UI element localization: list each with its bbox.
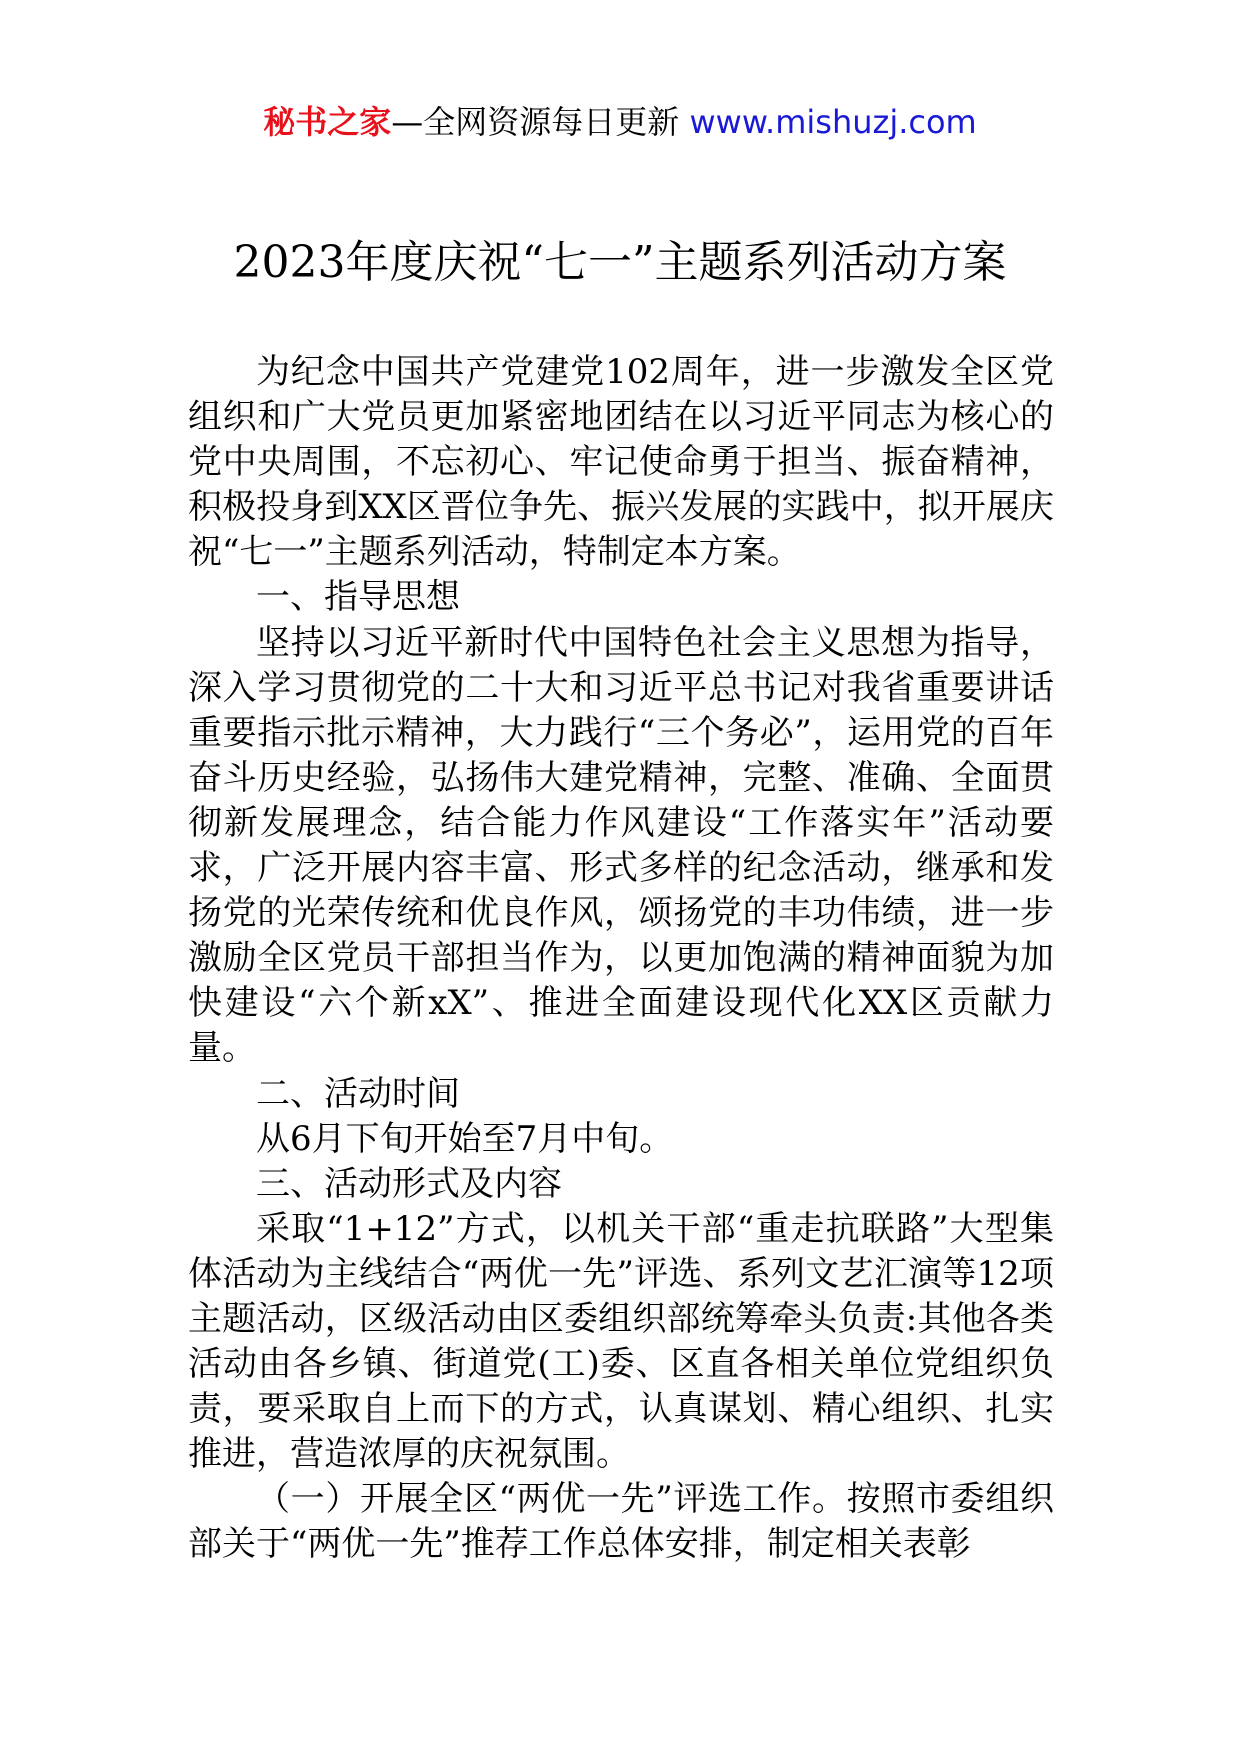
activity-form-paragraph: 采取“1+12”方式，以机关干部“重走抗联路”大型集体活动为主线结合“两优一先”评选、系列文艺汇演等12项主题活动，区级活动由区委组织部统筹牵头负责:其他各类活动由各乡镇、街道党(工)委、区直各相关单位党组织负责，要采取自上而下的方式，认真谋划、精心组织、扎实推进，营造浓厚的庆祝氛围。 [188, 1208, 1054, 1475]
site-url-link[interactable]: www.mishuzj.com [689, 103, 977, 141]
document-title: 2023年度庆祝“七一”主题系列活动方案 [233, 237, 1007, 288]
site-banner [0, 100, 1240, 144]
section-heading-activity-time: 二、活动时间 [256, 1073, 460, 1114]
subsection-one-paragraph: （一）开展全区“两优一先”评选工作。按照市委组织部关于“两优一先”推荐工作总体安排，制定相关表彰 [188, 1479, 1054, 1565]
section-heading-guiding-ideology: 一、指导思想 [256, 577, 460, 618]
banner-slogan: —全网资源每日更新 [391, 103, 680, 141]
guiding-ideology-paragraph: 坚持以习近平新时代中国特色社会主义思想为指导，深入学习贯彻党的二十大和习近平总书记对我省重要讲话重要指示批示精神，大力践行“三个务必”，运用党的百年奋斗历史经验，弘扬伟大建党精神，完整、准确、全面贯彻新发展理念，结合能力作风建设“工作落实年”活动要求，广泛开展内容丰富、形式多样的纪念活动，继承和发扬党的光荣传统和优良作风，颂扬党的丰功伟绩，进一步激励全区党员干部担当作为，以更加饱满的精神面貌为加快建设“六个新xX”、推进全面建设现代化XX区贡献力量。 [188, 622, 1054, 1069]
document-body [188, 350, 1054, 1568]
activity-time-paragraph: 从6月下旬开始至7月中旬。 [256, 1118, 674, 1159]
section-heading-activity-form: 三、活动形式及内容 [256, 1163, 562, 1204]
intro-paragraph: 为纪念中国共产党建党102周年，进一步激发全区党组织和广大党员更加紧密地团结在以习近平同志为核心的党中央周围，不忘初心、牢记使命勇于担当、振奋精神，积极投身到XX区晋位争先、振兴发展的实践中，拟开展庆祝“七一”主题系列活动，特制定本方案。 [188, 352, 1054, 573]
brand-name: 秘书之家 [263, 103, 392, 141]
